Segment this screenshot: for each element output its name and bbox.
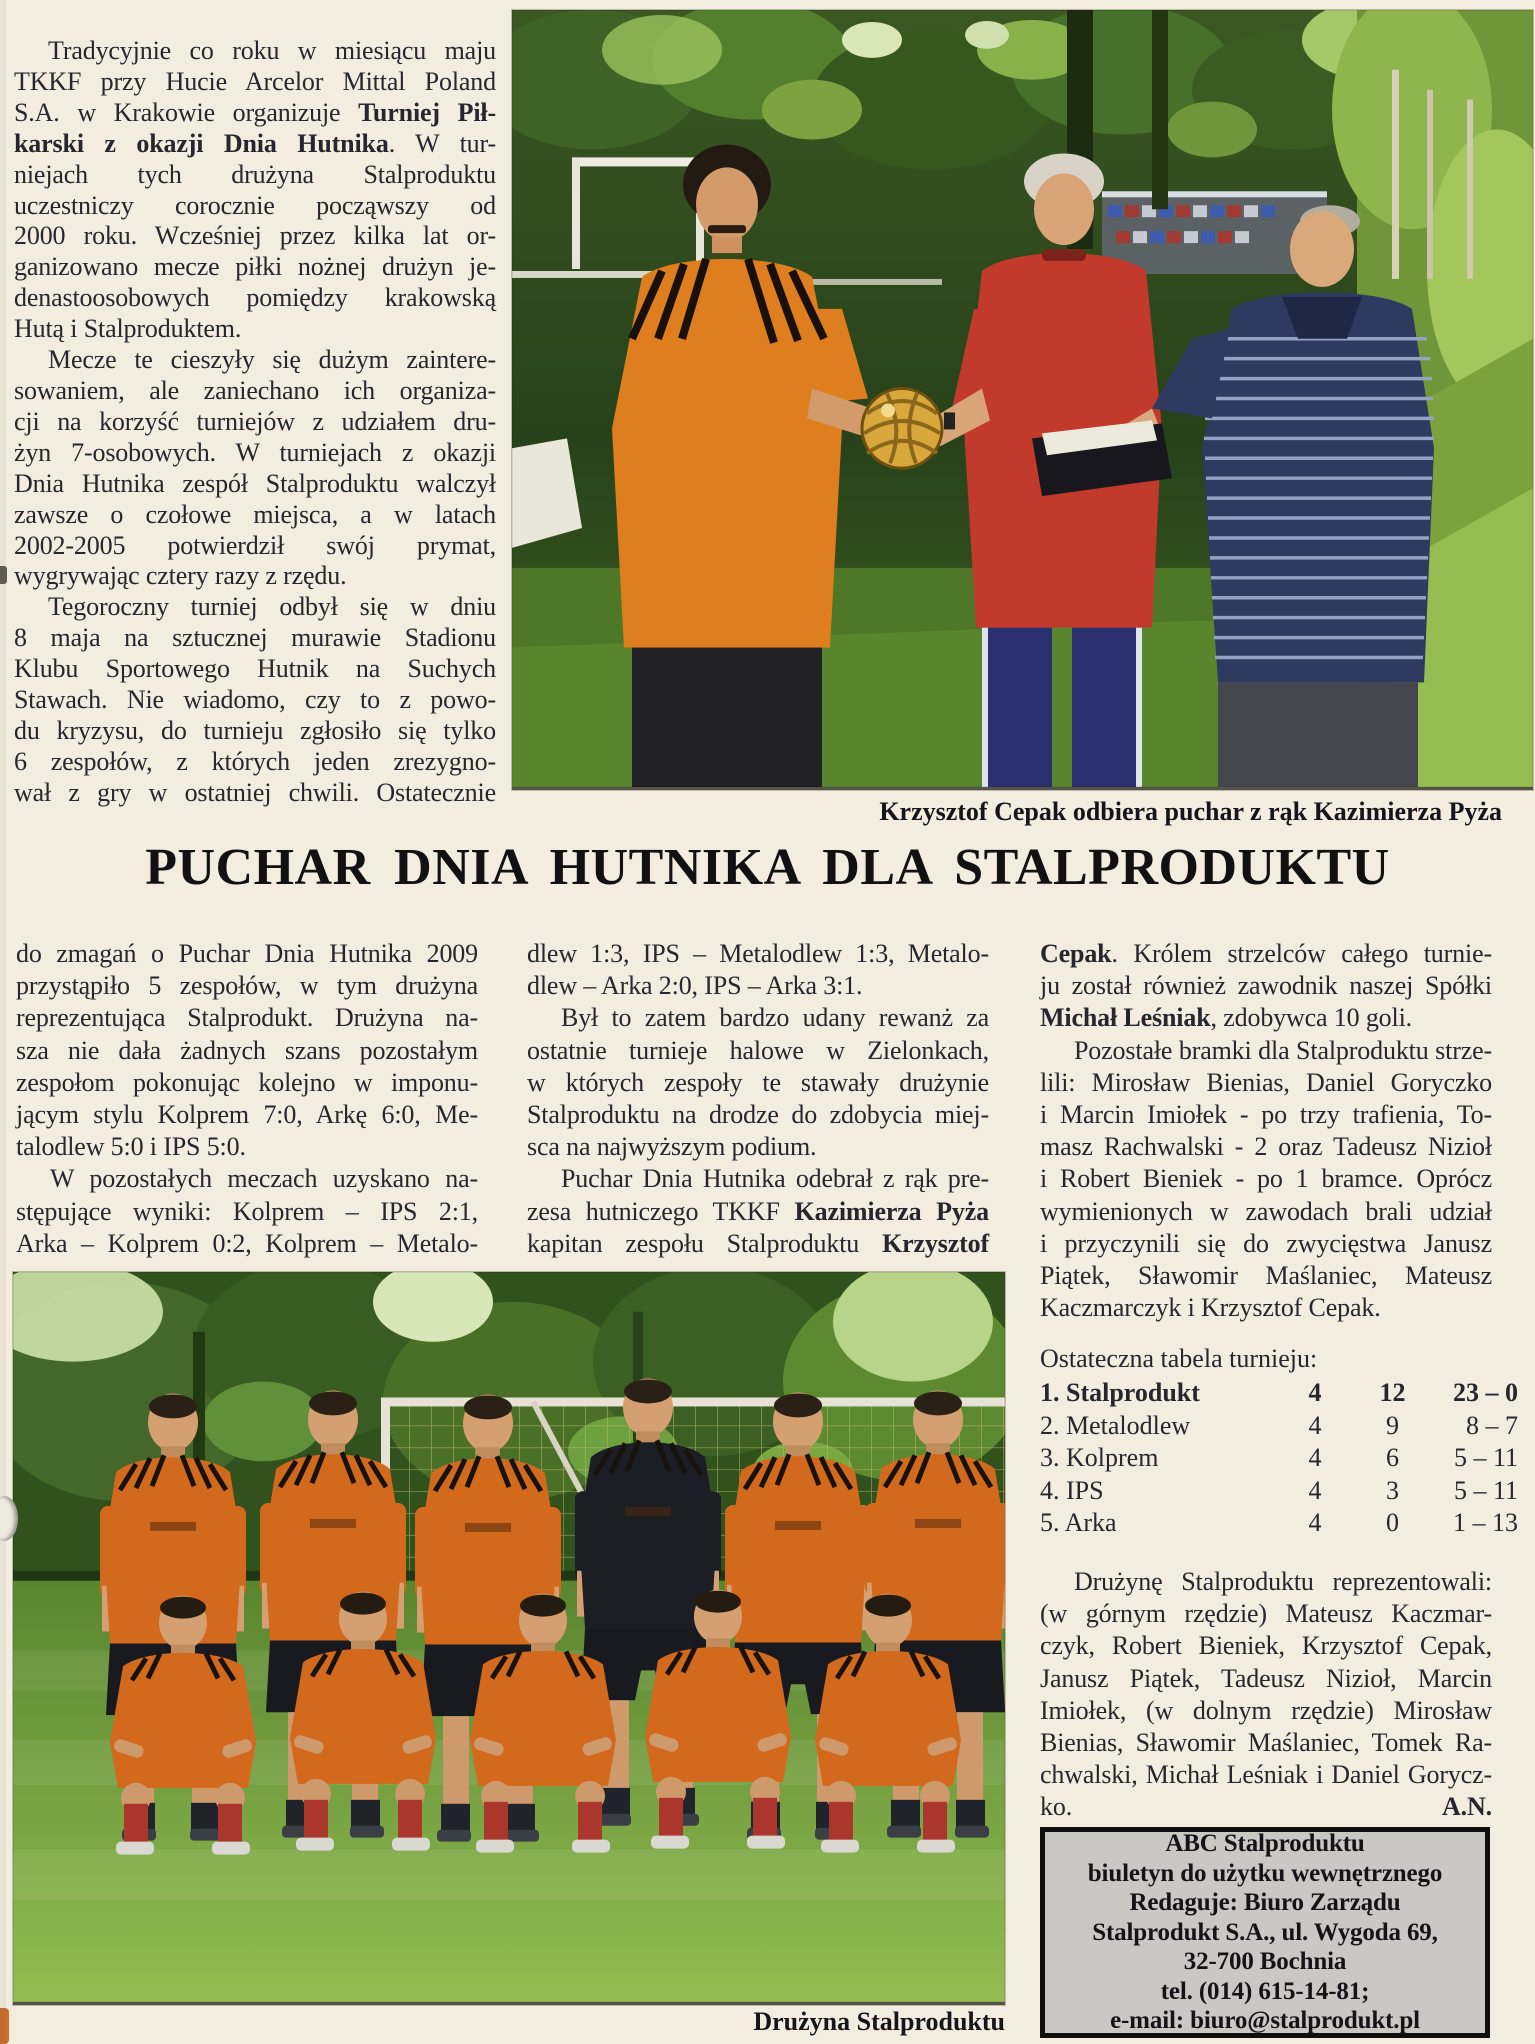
- table-cell-pts: 6: [1386, 1443, 1399, 1473]
- intro-column: [14, 36, 496, 809]
- text-line: e-mail: biuro@stalprodukt.pl: [1110, 2007, 1420, 2035]
- text-line: Janusz Piątek, Tadeusz Nizioł, Marcin: [1040, 1663, 1492, 1693]
- text-line: ko. A.N.: [1040, 1792, 1492, 1822]
- table-cell-pts: 12: [1379, 1378, 1406, 1407]
- text-line: ostatnie turnieje halowe w Zielonkach,: [527, 1035, 989, 1065]
- standings-title: Ostateczna tabela turnieju:: [1040, 1344, 1318, 1373]
- text-line: karski z okazji Dnia Hutnika. W tur-: [14, 128, 496, 158]
- body-column-1: [16, 938, 478, 1260]
- trophy: [862, 389, 942, 469]
- text-line: sca na najwyższym podium.: [527, 1132, 817, 1162]
- text-line: Tradycyjnie co roku w miesiącu maju: [48, 36, 496, 65]
- table-cell-name: 5. Arka: [1040, 1508, 1117, 1538]
- table-row: [1040, 1508, 1522, 1541]
- contact-box: [1040, 1827, 1490, 2038]
- text-line: ganizowano mecze piłki nożnej drużyn je-: [14, 252, 496, 282]
- text-line: jącym stylu Kolprem 7:0, Arkę 6:0, Me-: [16, 1100, 478, 1130]
- table-cell-name: 1. Stalprodukt: [1040, 1378, 1200, 1407]
- table-cell-name: 3. Kolprem: [1040, 1443, 1159, 1473]
- table-cell-g: 4: [1308, 1410, 1322, 1440]
- table-cell-goals: 5 – 11: [1453, 1475, 1518, 1505]
- text-line: 2002-2005 potwierdził swój prymat,: [14, 530, 496, 560]
- text-line: zesa hutniczego TKKF Kazimierza Pyża: [527, 1196, 989, 1226]
- table-cell-name: 2. Metalodlew: [1040, 1410, 1191, 1440]
- text-line: ju został również zawodnik naszej Spółki: [1040, 971, 1492, 1001]
- text-line: Dnia Hutnika zespół Stalproduktu walczył: [14, 468, 496, 498]
- text-line: chwalski, Michał Leśniak i Daniel Gorycz-: [1040, 1760, 1492, 1790]
- text-line: przystąpiło 5 zespołów, w tym drużyna: [16, 971, 478, 1001]
- text-line: Hutą i Stalproduktem.: [14, 314, 242, 344]
- table-cell-pts: 3: [1386, 1475, 1399, 1505]
- text-line: stępujące wyniki: Kolprem – IPS 2:1,: [16, 1196, 478, 1226]
- table-row: [1040, 1411, 1522, 1444]
- page-title: PUCHAR DNIA HUTNIKA DLA STALPRODUKTU: [145, 839, 1390, 896]
- text-line: Drużynę Stalproduktu reprezentowali:: [1074, 1567, 1492, 1596]
- text-line: masz Rachwalski - 2 oraz Tadeusz Nizioł: [1040, 1132, 1492, 1162]
- text-line: dlew – Arka 2:0, IPS – Arka 3:1.: [527, 971, 863, 1001]
- text-line: i przyczynili się do zwycięstwa Janusz: [1040, 1228, 1492, 1258]
- team-photo: [13, 1272, 1005, 2005]
- team-photo-caption: Drużyna Stalproduktu: [753, 2007, 1005, 2036]
- text-line: uczestniczy corocznie począwszy od: [14, 190, 496, 220]
- text-line: Imiołek, (w dolnym rzędzie) Mirosław: [1040, 1695, 1492, 1725]
- table-row: [1040, 1443, 1522, 1476]
- text-line: lili: Mirosław Bienias, Daniel Goryczko: [1040, 1067, 1492, 1097]
- trophy-photo: [512, 10, 1533, 790]
- text-line: Tegoroczny turniej odbył się w dniu: [48, 592, 496, 622]
- text-line: ABC Stalproduktu: [1165, 1830, 1365, 1858]
- text-line: W pozostałych meczach uzyskano na-: [50, 1164, 478, 1194]
- text-line: Redaguje: Biuro Zarządu: [1129, 1889, 1401, 1917]
- table-cell-goals: 23 – 0: [1453, 1378, 1518, 1407]
- table-cell-g: 4: [1308, 1378, 1322, 1407]
- text-line: tel. (014) 615-14-81;: [1160, 1977, 1370, 2005]
- body-column-3: [1040, 938, 1492, 1324]
- body-column-2: [527, 938, 989, 1260]
- text-line: Stawach. Nie wiadomo, czy to z powo-: [14, 685, 496, 715]
- text-line: wymienionych w zawodach brali udział: [1040, 1196, 1492, 1226]
- text-line: 32-700 Bochnia: [1183, 1948, 1347, 1976]
- text-line: żyn 7-osobowych. W turniejach z okazji: [14, 437, 496, 467]
- text-line: cji na korzyść turniejów z udziałem dru-: [14, 406, 496, 436]
- text-line: czyk, Robert Bieniek, Krzysztof Cepak,: [1040, 1631, 1492, 1661]
- text-line: TKKF przy Hucie Arcelor Mittal Poland: [14, 66, 496, 96]
- text-line: 8 maja na sztucznej murawie Stadionu: [14, 623, 496, 653]
- text-line: denastoosobowych pomiędzy krakowską: [14, 283, 496, 313]
- text-line: Mecze te cieszyły się dużym zaintere-: [48, 345, 496, 375]
- table-row: [1040, 1476, 1522, 1509]
- text-line: sza nie dała żadnych szans pozostałym: [16, 1035, 478, 1065]
- page-edge-shade: [0, 0, 6, 2044]
- text-line: Był to zatem bardzo udany rewanż za: [561, 1003, 989, 1033]
- standings-table: [1040, 1378, 1522, 1541]
- text-line: 6 zespołów, z których jeden zrezygno-: [14, 746, 496, 776]
- table-cell-g: 4: [1308, 1475, 1322, 1505]
- text-line: Pozostałe bramki dla Stalproduktu strze-: [1074, 1035, 1492, 1065]
- table-cell-name: 4. IPS: [1040, 1475, 1104, 1505]
- text-line: Michał Leśniak, zdobywca 10 goli.: [1040, 1003, 1413, 1033]
- text-line: biuletyn do użytku wewnętrznego: [1087, 1859, 1443, 1887]
- table-cell-g: 4: [1308, 1508, 1322, 1538]
- text-line: Puchar Dnia Hutnika odebrał z rąk pre-: [561, 1164, 989, 1194]
- text-line: du kryzysu, do turnieju zgłosiło się tylko: [14, 715, 496, 745]
- text-line: Piątek, Sławomir Maślaniec, Mateusz: [1040, 1261, 1492, 1291]
- text-line: Arka – Kolprem 0:2, Kolprem – Metalo-: [16, 1228, 478, 1258]
- text-line: sowaniem, ale zaniechano ich organiza-: [14, 375, 496, 405]
- text-line: Cepak. Królem strzelców całego turnie-: [1040, 939, 1492, 968]
- table-cell-g: 4: [1308, 1443, 1322, 1473]
- trophy-photo-illustration: [512, 10, 1533, 787]
- table-cell-goals: 5 – 11: [1453, 1443, 1518, 1473]
- trophy-photo-caption: Krzysztof Cepak odbiera puchar z rąk Kazimierza Pyża: [879, 797, 1502, 826]
- text-line: do zmagań o Puchar Dnia Hutnika 2009: [16, 939, 478, 968]
- text-line: i Marcin Imiołek - po trzy trafienia, To-: [1040, 1100, 1492, 1130]
- text-line: kapitan zespołu Stalproduktu Krzysztof: [527, 1228, 989, 1258]
- text-line: Stalproduktu na drodze do zdobycia miej-: [527, 1100, 989, 1130]
- text-line: dlew 1:3, IPS – Metalodlew 1:3, Metalo-: [527, 939, 989, 968]
- text-line: reprezentująca Stalprodukt. Drużyna na-: [16, 1003, 478, 1033]
- text-line: Stalprodukt S.A., ul. Wygoda 69,: [1092, 1918, 1438, 1946]
- body-column-3-roster: [1040, 1566, 1492, 1824]
- text-line: wał z gry w ostatniej chwili. Ostatecznie: [14, 777, 496, 807]
- table-cell-pts: 0: [1386, 1508, 1399, 1538]
- text-line: zawsze o czołowe miejsca, a w latach: [14, 499, 496, 529]
- text-line: w których zespoły te stawały drużynie: [527, 1067, 989, 1097]
- text-line: S.A. w Krakowie organizuje Turniej Pił-: [14, 97, 496, 127]
- table-cell-goals: 1 – 13: [1453, 1508, 1518, 1538]
- text-line: zespołom pokonując kolejno w imponu-: [16, 1067, 478, 1097]
- text-line: (w górnym rzędzie) Mateusz Kaczmar-: [1040, 1599, 1492, 1629]
- text-line: niejach tych drużyna Stalproduktu: [14, 159, 496, 189]
- team-photo-illustration: [13, 1272, 1005, 2002]
- tree-trunk: [1152, 10, 1168, 209]
- text-line: Klubu Sportowego Hutnik na Suchych: [14, 654, 496, 684]
- text-line: 2000 roku. Wcześniej przez kilka lat or-: [14, 221, 496, 251]
- text-line: i Robert Bieniek - po 1 bramce. Oprócz: [1040, 1164, 1492, 1194]
- text-line: Kaczmarczyk i Krzysztof Cepak.: [1040, 1293, 1381, 1323]
- text-line: Bienias, Sławomir Maślaniec, Tomek Ra-: [1040, 1728, 1492, 1758]
- table-cell-goals: 8 – 7: [1466, 1410, 1518, 1440]
- table-row: [1040, 1378, 1522, 1411]
- text-line: wygrywając cztery razy z rzędu.: [14, 561, 347, 591]
- text-line: talodlew 5:0 i IPS 5:0.: [16, 1132, 246, 1162]
- table-cell-pts: 9: [1386, 1410, 1399, 1440]
